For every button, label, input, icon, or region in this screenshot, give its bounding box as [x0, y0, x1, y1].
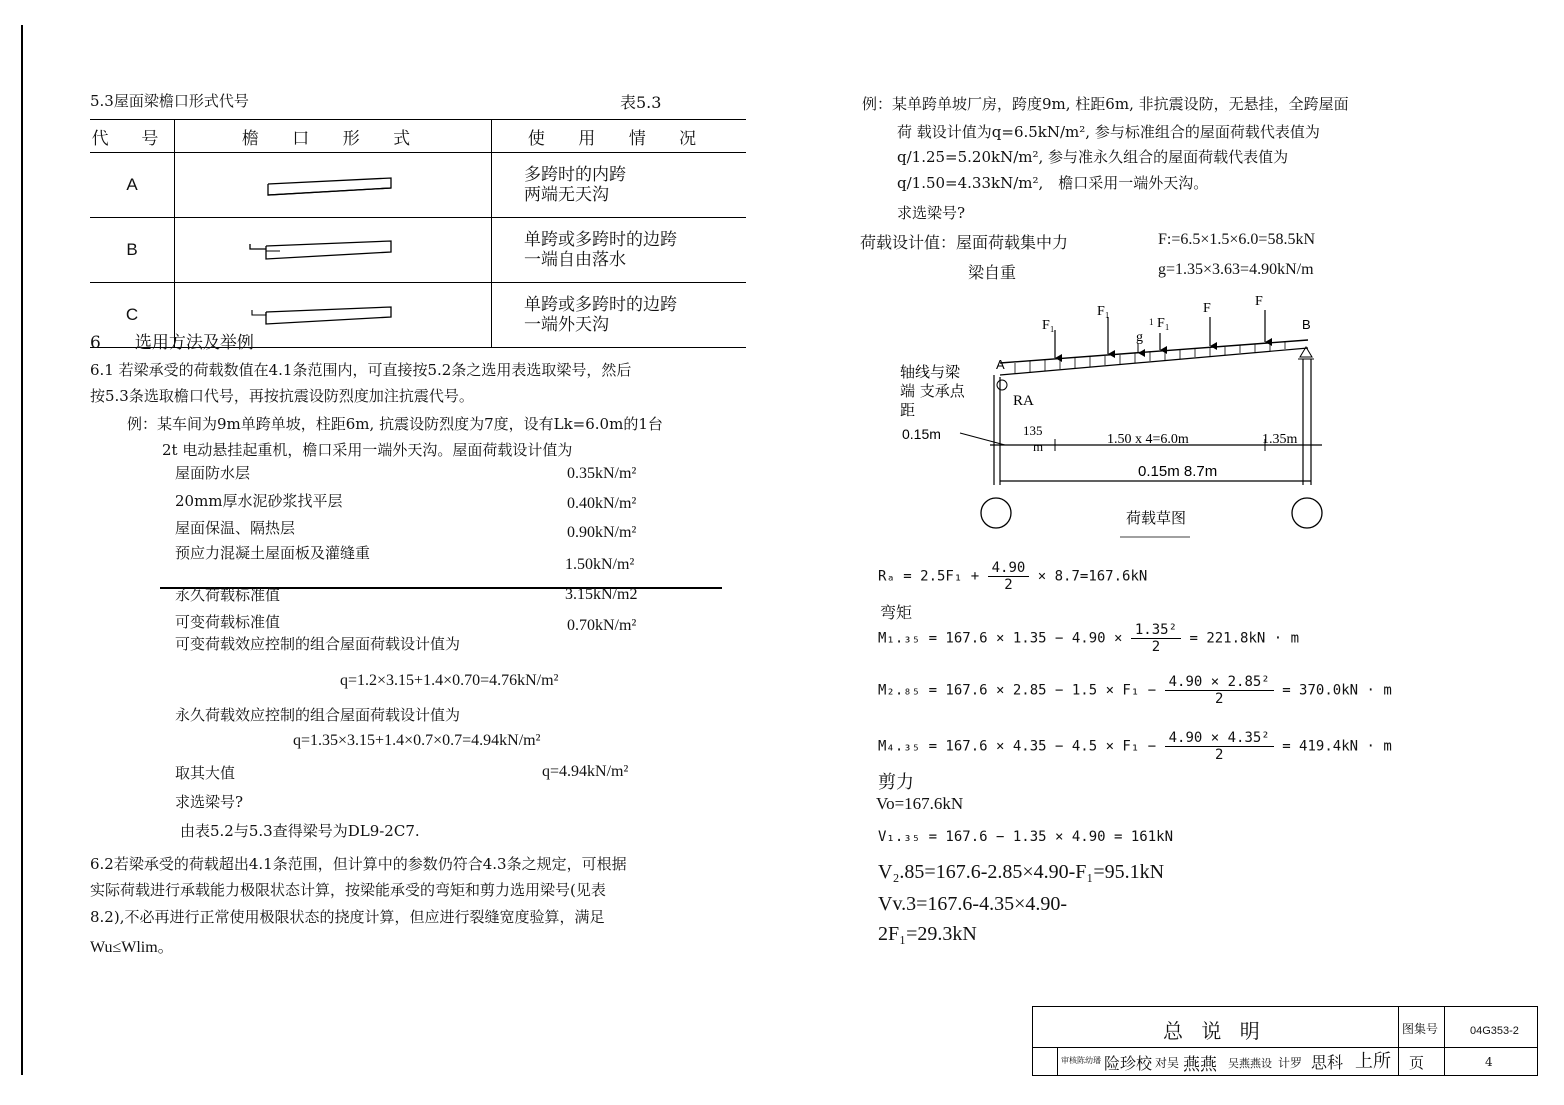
tb-divider-v	[1057, 1047, 1058, 1075]
load-diagram	[890, 285, 1360, 545]
diag-axis-note: 轴线与梁	[900, 363, 961, 381]
table-header-row	[90, 120, 746, 153]
use-line: 单跨或多跨时的边跨	[524, 230, 677, 250]
calc-RA	[878, 560, 1147, 593]
denominator: 2	[1151, 639, 1161, 655]
use-line: 单跨或多跨时的边跨	[524, 295, 677, 315]
denominator: 2	[1004, 577, 1013, 593]
var-ctrl-text: 可变荷载效应控制的组合屋面荷载设计值为	[175, 635, 461, 653]
eave-a-icon	[176, 154, 490, 211]
g-value: g=1.35×3.63=4.90kN/m	[1158, 261, 1314, 278]
p62-line4: Wu≤Wlim。	[90, 939, 174, 956]
eave-b-icon	[176, 219, 490, 276]
diag-label-F1: F₁	[1097, 304, 1110, 319]
tb-cell: 对吴	[1155, 1056, 1180, 1070]
perm-ctrl-text: 永久荷载效应控制的组合屋面荷载设计值为	[175, 706, 461, 724]
ex2-line2: 荷 载设计值为q=6.5kN/m², 参与标准组合的屋面荷载代表值为	[897, 123, 1320, 141]
calc-M1-lhs: M₁.₃₅ = 167.6 × 1.35 − 4.90 ×	[878, 630, 1123, 647]
take-max-text: 取其大值	[175, 764, 236, 782]
calc-M3-lhs: M₄.₃₅ = 167.6 × 4.35 − 4.5 × F₁ −	[878, 738, 1157, 755]
tb-cell: 燕燕	[1183, 1055, 1217, 1075]
table53-number: 表5.3	[620, 93, 662, 112]
diag-axis-note: 端 支承点	[900, 382, 965, 400]
tb-cell: 计罗	[1278, 1056, 1303, 1070]
diag-dim-135c: 1.35m	[1262, 432, 1298, 447]
numerator: 4.90	[988, 560, 1030, 577]
denominator: 2	[1214, 691, 1224, 707]
calc-M2-rhs: = 370.0kN · m	[1282, 682, 1392, 699]
calc-M2	[878, 674, 1392, 707]
diag-label-F1: F₁	[1157, 316, 1170, 331]
left-margin-line	[21, 25, 23, 1075]
diag-label-B: B	[1302, 317, 1311, 332]
numerator: 4.90 × 2.85²	[1165, 674, 1274, 691]
tb-cell: 上所	[1355, 1051, 1391, 1072]
diag-label-sub: 1	[1149, 317, 1154, 327]
tb-divider-v	[1398, 1007, 1399, 1075]
table-row	[90, 218, 746, 283]
eave-table	[90, 119, 746, 348]
diag-axis-note: 距	[900, 401, 916, 419]
calc-V2: V₂.85=167.6-2.85×4.90-F₁=95.1kN	[878, 861, 1165, 883]
page-number: 4	[1485, 1055, 1493, 1069]
tb-cell: 页	[1409, 1054, 1425, 1072]
diag-dim-150: 1.50 x 4=6.0m	[1107, 432, 1189, 447]
load-value: 1.50kN/m²	[565, 556, 635, 573]
p61-line2: 按5.3条选取檐口代号，再按抗震设防烈度加注抗震代号。	[90, 387, 474, 405]
title-block	[1032, 1006, 1538, 1076]
row-use	[492, 283, 747, 348]
eave-sketch-a	[175, 153, 492, 218]
bending-label: 弯矩	[880, 603, 913, 622]
fraction	[1165, 730, 1274, 763]
atlas-label: 图集号	[1402, 1022, 1439, 1036]
diag-dim-135-unit: m	[1033, 439, 1044, 454]
tb-cell: 吴燕燕设	[1228, 1057, 1272, 1070]
numerator: 4.90 × 4.35²	[1165, 730, 1274, 747]
use-line: 一端外天沟	[524, 315, 609, 335]
header-use: 使 用 情 况	[492, 120, 747, 153]
row-use	[492, 153, 747, 218]
load-name: 屋面防水层	[175, 464, 251, 482]
load-name: 预应力混凝土屋面板及灌缝重	[175, 544, 371, 562]
q3-formula: q=4.94kN/m²	[542, 763, 629, 780]
tb-divider-v	[1444, 1007, 1445, 1075]
ex2-line1: 例：某单跨单坡厂房，跨度9m, 柱距6m, 非抗震设防，无悬挂，全跨屋面	[862, 95, 1349, 113]
calc-M3-rhs: = 419.4kN · m	[1282, 738, 1392, 755]
design-label: 荷载设计值：屋面荷载集中力	[860, 233, 1069, 252]
tb-cell: 思科	[1311, 1053, 1344, 1072]
diag-label-A: A	[996, 357, 1005, 372]
use-line: 两端无天沟	[524, 185, 609, 205]
ask-text: 求选梁号?	[175, 793, 244, 811]
calc-V0: Vo=167.6kN	[876, 794, 964, 813]
fraction	[1131, 622, 1181, 655]
table53-caption: 5.3屋面梁檐口形式代号	[90, 92, 249, 110]
title-block-title: 总 说 明	[1163, 1019, 1266, 1043]
load-value: 0.90kN/m²	[567, 524, 637, 541]
eave-sketch-b	[175, 218, 492, 283]
load-name: 可变荷载标准值	[175, 613, 281, 631]
ex2-line5: 求选梁号?	[897, 204, 966, 222]
header-code: 代 号	[90, 120, 175, 153]
row-code: C	[90, 283, 175, 348]
denominator: 2	[1214, 747, 1224, 763]
diag-dim-135: 135	[1023, 423, 1043, 438]
load-name: 永久荷载标准值	[175, 586, 281, 604]
tb-divider-h	[1033, 1047, 1537, 1048]
self-weight-label: 梁自重	[968, 263, 1017, 282]
shear-label: 剪力	[878, 772, 914, 793]
result-text: 由表5.2与5.3查得梁号为DL9-2C7.	[180, 822, 420, 840]
row-use	[492, 218, 747, 283]
p62-line1: 6.2若梁承受的荷载超出4.1条范围，但计算中的参数仍符合4.3条之规定，可根据	[90, 855, 627, 873]
load-value: 3.15kN/m2	[565, 586, 638, 603]
tb-cell: 险珍校	[1104, 1054, 1153, 1073]
fraction	[1165, 674, 1274, 707]
p61-line1: 6.1 若梁承受的荷载数值在4.1条范围内，可直接按5.2条之选用表选取梁号，然后	[90, 361, 632, 379]
row-code: A	[90, 153, 175, 218]
calc-V3b: 2F₁=29.3kN	[878, 923, 977, 945]
F-value: F:=6.5×1.5×6.0=58.5kN	[1158, 231, 1315, 248]
diag-label-RA: RA	[1013, 393, 1034, 409]
load-value: 0.70kN/m²	[567, 617, 637, 634]
load-name: 屋面保温、隔热层	[175, 519, 296, 537]
tb-cell: 审核陈幼璠	[1061, 1056, 1101, 1065]
p62-line2: 实际荷载进行承载能力极限状态计算，按梁能承受的弯矩和剪力选用梁号(见表	[90, 881, 606, 899]
diag-label-F: F	[1203, 301, 1211, 316]
diag-dim-015: 0.15m	[902, 426, 941, 442]
calc-M3	[878, 730, 1392, 763]
calc-RA-lhs: Rₐ = 2.5F₁ +	[878, 568, 980, 585]
table-row	[90, 153, 746, 218]
use-line: 一端自由落水	[524, 250, 626, 270]
row-code: B	[90, 218, 175, 283]
q1-formula: q=1.2×3.15+1.4×0.70=4.76kN/m²	[340, 672, 559, 689]
use-line: 多跨时的内跨	[524, 165, 626, 185]
diag-label-F1: F₁	[1042, 318, 1055, 333]
diag-label-F: F	[1255, 294, 1263, 309]
ex2-line4: q/1.50=4.33kN/m², 檐口采用一端外天沟。	[897, 174, 1209, 192]
diag-dim-87: 0.15m 8.7m	[1138, 463, 1218, 480]
q2-formula: q=1.35×3.15+1.4×0.7×0.7=4.94kN/m²	[293, 732, 541, 749]
calc-M2-lhs: M₂.₈₅ = 167.6 × 2.85 − 1.5 × F₁ −	[878, 682, 1157, 699]
calc-RA-rhs: × 8.7=167.6kN	[1037, 568, 1148, 585]
load-value: 0.40kN/m²	[567, 495, 637, 512]
load-name: 20mm厚水泥砂浆找平层	[175, 492, 343, 510]
diag-caption: 荷载草图	[1126, 509, 1187, 527]
ex2-line3: q/1.25=5.20kN/m², 参与准永久组合的屋面荷载代表值为	[897, 148, 1289, 166]
diag-label-g: g	[1136, 330, 1143, 345]
calc-V1: V₁.₃₅ = 167.6 − 1.35 × 4.90 = 161kN	[878, 829, 1174, 845]
calc-M1	[878, 622, 1299, 655]
ex1-line2: 2t 电动悬挂起重机，檐口采用一端外天沟。屋面荷载设计值为	[162, 441, 573, 459]
ex1-line1: 例：某车间为9m单跨单坡，柱距6m, 抗震设防烈度为7度，设有Lk=6.0m的1台	[127, 415, 663, 433]
numerator: 1.35²	[1131, 622, 1181, 639]
calc-M1-rhs: = 221.8kN · m	[1189, 630, 1300, 647]
p62-line3: 8.2),不必再进行正常使用极限状态的挠度计算，但应进行裂缝宽度验算，满足	[90, 908, 605, 926]
fraction	[988, 560, 1030, 593]
load-value: 0.35kN/m²	[567, 465, 637, 482]
calc-V3a: Vv.3=167.6-4.35×4.90-	[878, 893, 1068, 915]
section6-title: 6 选用方法及举例	[90, 333, 254, 353]
header-eave: 檐 口 形 式	[175, 120, 492, 153]
atlas-number: 04G353-2	[1470, 1025, 1519, 1037]
